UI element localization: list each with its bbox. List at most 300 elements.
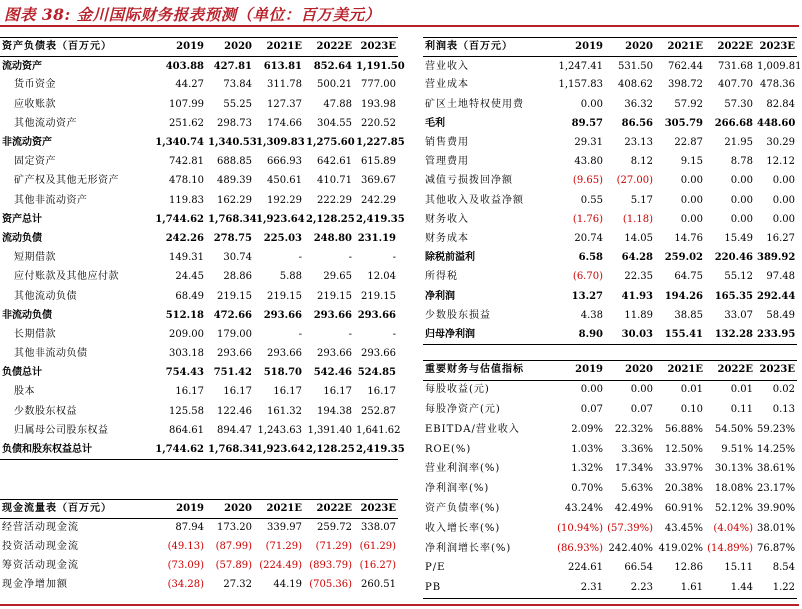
table-title-cell: 重要财务与估值指标 (423, 361, 543, 381)
value-cell: 266.68 (714, 117, 753, 129)
value-cell: 304.55 (317, 117, 352, 129)
table-row (423, 440, 797, 460)
value-cell: 251.62 (169, 117, 204, 129)
value-cell: 1,157.83 (558, 79, 603, 91)
row-label-cell: 少数股东损益 (425, 309, 491, 321)
value-cell: 0.13 (772, 403, 795, 415)
value-cell: 28.86 (223, 271, 252, 283)
value-cell: 23.17% (757, 483, 796, 495)
value-cell: 64.75 (674, 271, 703, 283)
table-row (423, 519, 797, 539)
row-label-cell: 应付账款及其他应付款 (14, 271, 119, 283)
value-cell: 260.51 (361, 579, 396, 590)
value-cell: 1,009.81 (757, 60, 802, 72)
table-row (423, 287, 797, 306)
value-cell: 6.58 (578, 252, 603, 264)
value-cell: 165.35 (714, 290, 753, 302)
value-cell: (893.79) (309, 560, 352, 571)
value-cell: 242.40% (608, 542, 653, 554)
row-label-cell: 营业利润率(%) (425, 463, 501, 475)
value-cell: 339.97 (267, 522, 302, 534)
value-cell: 403.88 (165, 60, 204, 72)
value-cell: 0.10 (680, 403, 703, 415)
table-row (0, 345, 398, 364)
value-cell: 13.27 (571, 290, 603, 302)
value-cell: 2,128.25 (306, 213, 355, 225)
value-cell: 2.09% (571, 423, 603, 435)
value-cell: 209.00 (169, 328, 204, 340)
value-cell: 30.13% (714, 463, 753, 475)
year-header-cell: 2023E (755, 38, 797, 57)
value-cell: 8.90 (543, 325, 605, 344)
value-cell: 0.02 (772, 384, 795, 396)
value-cell: 30.74 (223, 252, 252, 264)
table-row (0, 249, 398, 268)
row-label-cell: P/E (425, 562, 446, 574)
value-cell: 73.84 (223, 79, 252, 91)
table-row (0, 421, 398, 440)
value-cell: 242.29 (361, 194, 396, 206)
row-label-cell: 净利润 (425, 290, 455, 302)
value-cell: 292.44 (757, 290, 796, 302)
value-cell: - (298, 328, 302, 340)
value-cell: 293.66 (361, 348, 396, 360)
value-cell: 17.34% (614, 463, 653, 475)
year-header-cell: 2023E (354, 500, 398, 519)
table-row (423, 95, 797, 114)
value-cell: 407.70 (718, 79, 753, 91)
bottom-divider (0, 604, 799, 606)
value-cell: 12.12 (766, 156, 795, 168)
value-cell: 30.29 (766, 137, 795, 149)
value-cell: 259.02 (664, 252, 703, 264)
value-cell: 2,419.35 (356, 213, 405, 225)
value-cell: (61.29) (359, 541, 396, 552)
row-label-cell: PB (423, 578, 543, 598)
row-label-cell: 每股收益(元) (425, 384, 490, 396)
value-cell: 2,128.25 (304, 440, 354, 459)
value-cell: 57.92 (674, 98, 703, 110)
value-cell: 0.00 (680, 194, 703, 206)
table-row (0, 153, 398, 172)
year-header-cell: 2019 (153, 500, 206, 519)
row-label-cell: 财务收入 (425, 213, 469, 225)
value-cell: 57.30 (724, 98, 753, 110)
value-cell: 174.66 (267, 117, 302, 129)
value-cell: 0.00 (730, 194, 753, 206)
value-cell: 54.50% (714, 423, 753, 435)
value-cell: (9.65) (572, 175, 603, 187)
table-row (0, 287, 398, 306)
table-row (0, 229, 398, 248)
row-label-cell: 负债和股东权益总计 (0, 440, 153, 459)
value-cell: 132.28 (705, 325, 755, 344)
table-row (0, 576, 398, 595)
value-cell: 478.36 (760, 79, 795, 91)
value-cell: (86.93%) (557, 542, 603, 554)
value-cell: 12.04 (367, 271, 396, 283)
row-label-cell: 管理费用 (425, 156, 469, 168)
value-cell: 615.89 (361, 156, 396, 168)
value-cell: (49.13) (167, 541, 204, 552)
value-cell: 16.17 (175, 386, 204, 398)
value-cell: 97.48 (766, 271, 795, 283)
value-cell: 161.32 (267, 405, 302, 417)
value-cell: 58.49 (766, 309, 795, 321)
value-cell: 1,744.62 (153, 440, 206, 459)
value-cell: 5.17 (630, 194, 653, 206)
year-header-cell: 2019 (543, 38, 605, 57)
table-row (0, 172, 398, 191)
value-cell: 293.66 (357, 309, 396, 321)
value-cell: 38.61% (757, 463, 796, 475)
row-label-cell: ROE(%) (425, 443, 472, 455)
value-cell: 155.41 (655, 325, 705, 344)
table-row (0, 133, 398, 152)
value-cell: 16.27 (766, 232, 795, 244)
value-cell: 754.43 (165, 367, 204, 379)
value-cell: (705.36) (309, 579, 352, 590)
value-cell: 5.63% (621, 483, 653, 495)
value-cell: 222.29 (317, 194, 352, 206)
value-cell: 219.15 (361, 290, 396, 302)
value-cell: 0.07 (630, 403, 653, 415)
value-cell: 76.87% (757, 542, 796, 554)
value-cell: 1,744.62 (155, 213, 204, 225)
value-cell: 338.07 (361, 522, 396, 534)
value-cell: 293.66 (263, 309, 302, 321)
value-cell: 194.38 (317, 405, 352, 417)
row-label-cell: 负债总计 (2, 367, 42, 379)
table-header-row (0, 500, 398, 519)
value-cell: 0.00 (772, 213, 795, 225)
row-label-cell: 归属母公司股东权益 (14, 424, 109, 436)
row-label-cell: 其他流动资产 (14, 117, 77, 129)
value-cell: 427.81 (213, 60, 252, 72)
year-header-cell: 2022E (304, 500, 354, 519)
value-cell: (57.89) (215, 560, 252, 571)
table-row (423, 210, 797, 229)
value-cell: 1,391.40 (307, 424, 352, 436)
value-cell: 518.70 (263, 367, 302, 379)
value-cell: 0.00 (680, 175, 703, 187)
year-header-cell: 2020 (605, 38, 655, 57)
value-cell: 0.01 (730, 384, 753, 396)
value-cell: 23.13 (624, 137, 653, 149)
table-title-cell: 现金流量表（百万元） (0, 500, 153, 519)
year-header-cell: 2020 (206, 500, 254, 519)
value-cell: 119.83 (169, 194, 204, 206)
table-row (423, 539, 797, 559)
value-cell: 0.01 (680, 384, 703, 396)
value-cell: 688.85 (217, 156, 252, 168)
table-row (423, 578, 797, 598)
value-cell: 852.64 (313, 60, 352, 72)
year-header-cell: 2023E (354, 38, 398, 57)
value-cell: 613.81 (263, 60, 302, 72)
value-cell: 29.31 (574, 137, 603, 149)
row-label-cell: 毛利 (425, 117, 445, 129)
value-cell: 22.35 (624, 271, 653, 283)
table-row (423, 380, 797, 400)
value-cell: 1,191.50 (356, 60, 405, 72)
value-cell: 179.00 (217, 328, 252, 340)
value-cell: 219.15 (267, 290, 302, 302)
row-label-cell: 销售费用 (425, 137, 469, 149)
value-cell: 1,275.60 (306, 137, 355, 149)
row-label-cell: 经营活动现金流 (2, 522, 79, 534)
value-cell: (10.94%) (557, 522, 603, 534)
value-cell: 489.39 (217, 175, 252, 187)
value-cell: 894.47 (217, 424, 252, 436)
value-cell: 193.98 (361, 98, 396, 110)
cash-flow-table (0, 499, 398, 595)
table-row (0, 306, 398, 325)
value-cell: 731.68 (718, 60, 753, 72)
value-cell: 15.49 (724, 232, 753, 244)
row-label-cell: 投资活动现金流 (2, 541, 79, 552)
table-row (0, 210, 398, 229)
balance-sheet-table (0, 37, 405, 460)
value-cell: 47.88 (323, 98, 352, 110)
value-cell: 0.00 (580, 384, 603, 396)
value-cell: 231.19 (357, 232, 396, 244)
value-cell: 1,768.34 (208, 213, 257, 225)
value-cell: 1.32% (571, 463, 603, 475)
value-cell: 2,419.35 (354, 440, 398, 459)
table-row (423, 229, 797, 248)
value-cell: (34.28) (167, 579, 204, 590)
value-cell: 242.26 (165, 232, 204, 244)
value-cell: 55.12 (724, 271, 753, 283)
row-label-cell: 非流动负债 (2, 309, 52, 321)
table-row (0, 440, 398, 459)
table-row (423, 114, 797, 133)
value-cell: 298.73 (217, 117, 252, 129)
value-cell: 1,641.62 (356, 424, 401, 436)
value-cell: 777.00 (361, 79, 396, 91)
value-cell: 0.70% (571, 483, 603, 495)
table-row (0, 557, 398, 576)
value-cell: 311.78 (267, 79, 302, 91)
row-label-cell: 现金净增加额 (2, 579, 68, 590)
value-cell: 33.97% (664, 463, 703, 475)
value-cell: 33.07 (724, 309, 753, 321)
row-label-cell: 营业收入 (425, 60, 469, 72)
row-label-cell: 所得税 (425, 271, 458, 283)
year-header-cell: 2022E (705, 38, 755, 57)
value-cell: 14.25% (757, 443, 796, 455)
value-cell: 0.00 (680, 213, 703, 225)
value-cell: 742.81 (169, 156, 204, 168)
value-cell: 419.02% (658, 542, 703, 554)
table-row (423, 133, 797, 152)
value-cell: 1,227.85 (356, 137, 405, 149)
row-label-cell: 减值亏损拨回净额 (425, 175, 513, 187)
table-row (423, 191, 797, 210)
value-cell: 30.03 (605, 325, 655, 344)
value-cell: (87.99) (215, 541, 252, 552)
value-cell: 107.99 (169, 98, 204, 110)
value-cell: 1,243.63 (257, 424, 302, 436)
year-header-cell: 2020 (605, 361, 655, 381)
value-cell: 0.55 (580, 194, 603, 206)
value-cell: 219.15 (317, 290, 352, 302)
table-row (423, 558, 797, 578)
value-cell: (57.39%) (607, 522, 653, 534)
value-cell: 125.58 (169, 405, 204, 417)
value-cell: 59.23% (757, 423, 796, 435)
value-cell: 9.51% (721, 443, 753, 455)
table-row (0, 383, 398, 402)
value-cell: 248.80 (313, 232, 352, 244)
income-statement-table (423, 37, 802, 345)
row-label-cell: EBITDA/营业收入 (425, 423, 520, 435)
table-row (423, 325, 797, 344)
value-cell: 398.72 (668, 79, 703, 91)
value-cell: 0.00 (772, 175, 795, 187)
value-cell: 38.85 (674, 309, 703, 321)
value-cell: 666.93 (267, 156, 302, 168)
year-header-cell: 2021E (254, 500, 304, 519)
value-cell: 450.61 (267, 175, 302, 187)
table-row (423, 306, 797, 325)
value-cell: 43.24% (564, 502, 603, 514)
table-row (423, 400, 797, 420)
value-cell: (4.04%) (713, 522, 753, 534)
value-cell: 5.88 (279, 271, 302, 283)
value-cell: - (392, 252, 396, 264)
year-header-cell: 2019 (153, 38, 206, 57)
value-cell: 1,309.83 (256, 137, 305, 149)
row-label-cell: 除税前溢利 (425, 252, 475, 264)
row-label-cell: 货币资金 (14, 79, 56, 91)
value-cell: 43.45% (664, 522, 703, 534)
value-cell: (14.89%) (707, 542, 753, 554)
value-cell: 278.75 (213, 232, 252, 244)
value-cell: 21.95 (724, 137, 753, 149)
value-cell: 20.38% (664, 483, 703, 495)
table-row (423, 499, 797, 519)
value-cell: 56.88% (664, 423, 703, 435)
value-cell: 305.79 (664, 117, 703, 129)
row-label-cell: 归母净利润 (423, 325, 543, 344)
row-label-cell: 矿区土地特权使用费 (425, 98, 524, 110)
table-header-row (423, 361, 797, 381)
value-cell: 1,340.74 (155, 137, 204, 149)
row-label-cell: 其他非流动资产 (14, 194, 88, 206)
value-cell: 24.45 (175, 271, 204, 283)
table-row (0, 538, 398, 557)
value-cell: 122.46 (217, 405, 252, 417)
value-cell: 66.54 (624, 562, 653, 574)
value-cell: - (348, 328, 352, 340)
value-cell: 44.19 (273, 579, 302, 590)
value-cell: 8.54 (772, 562, 795, 574)
value-cell: 20.74 (574, 232, 603, 244)
year-header-cell: 2021E (655, 38, 705, 57)
value-cell: 14.05 (624, 232, 653, 244)
value-cell: 192.29 (267, 194, 302, 206)
value-cell: 39.90% (757, 502, 796, 514)
value-cell: 252.87 (361, 405, 396, 417)
value-cell: 0.00 (580, 98, 603, 110)
row-label-cell: 流动负债 (2, 232, 42, 244)
row-label-cell: 流动资产 (2, 60, 42, 72)
row-label-cell: 收入增长率(%) (425, 522, 501, 534)
value-cell: 642.61 (317, 156, 352, 168)
table-row (423, 459, 797, 479)
table-row (0, 95, 398, 114)
value-cell: 173.20 (217, 522, 252, 534)
value-cell: 0.00 (730, 175, 753, 187)
value-cell: 303.18 (169, 348, 204, 360)
value-cell: 82.84 (766, 98, 795, 110)
row-label-cell: 资产负债率(%) (425, 502, 501, 514)
value-cell: (71.29) (265, 541, 302, 552)
value-cell: 3.36% (621, 443, 653, 455)
row-label-cell: 筹资活动现金流 (2, 560, 79, 571)
value-cell: 27.32 (223, 579, 252, 590)
value-cell: 2.31 (543, 578, 605, 598)
value-cell: 1.22 (755, 578, 797, 598)
row-label-cell: 资产总计 (2, 213, 42, 225)
value-cell: 16.17 (367, 386, 396, 398)
value-cell: 389.92 (757, 252, 796, 264)
value-cell: 1,923.64 (254, 440, 304, 459)
value-cell: 233.95 (755, 325, 797, 344)
value-cell: 89.57 (571, 117, 603, 129)
value-cell: 8.78 (730, 156, 753, 168)
value-cell: - (392, 328, 396, 340)
value-cell: 369.67 (361, 175, 396, 187)
value-cell: 18.08% (714, 483, 753, 495)
value-cell: 42.49% (614, 502, 653, 514)
value-cell: 448.60 (757, 117, 796, 129)
table-row (423, 57, 797, 76)
row-label-cell: 少数股东权益 (14, 405, 77, 417)
value-cell: (1.18) (622, 213, 653, 225)
row-label-cell: 长期借款 (14, 328, 56, 340)
value-cell: 0.00 (630, 384, 653, 396)
table-title-cell: 利润表（百万元） (423, 38, 543, 57)
value-cell: 220.46 (714, 252, 753, 264)
value-cell: 64.28 (621, 252, 653, 264)
table-row (0, 57, 398, 76)
table-row (423, 153, 797, 172)
year-header-cell: 2021E (254, 38, 304, 57)
value-cell: 751.42 (213, 367, 252, 379)
row-label-cell: 每股净资产(元) (425, 403, 501, 415)
table-row (0, 114, 398, 133)
value-cell: 52.12% (714, 502, 753, 514)
value-cell: 408.62 (618, 79, 653, 91)
value-cell: 149.31 (169, 252, 204, 264)
value-cell: (1.76) (572, 213, 603, 225)
table-row (423, 76, 797, 95)
table-row (423, 420, 797, 440)
row-label-cell: 矿产权及其他无形资产 (14, 175, 119, 187)
value-cell: 224.61 (568, 562, 603, 574)
value-cell: 86.56 (621, 117, 653, 129)
table-row (0, 191, 398, 210)
value-cell: (73.09) (167, 560, 204, 571)
value-cell: 55.25 (223, 98, 252, 110)
value-cell: (27.00) (616, 175, 653, 187)
value-cell: 15.11 (724, 562, 753, 574)
value-cell: 16.17 (223, 386, 252, 398)
row-label-cell: 股本 (14, 386, 35, 398)
